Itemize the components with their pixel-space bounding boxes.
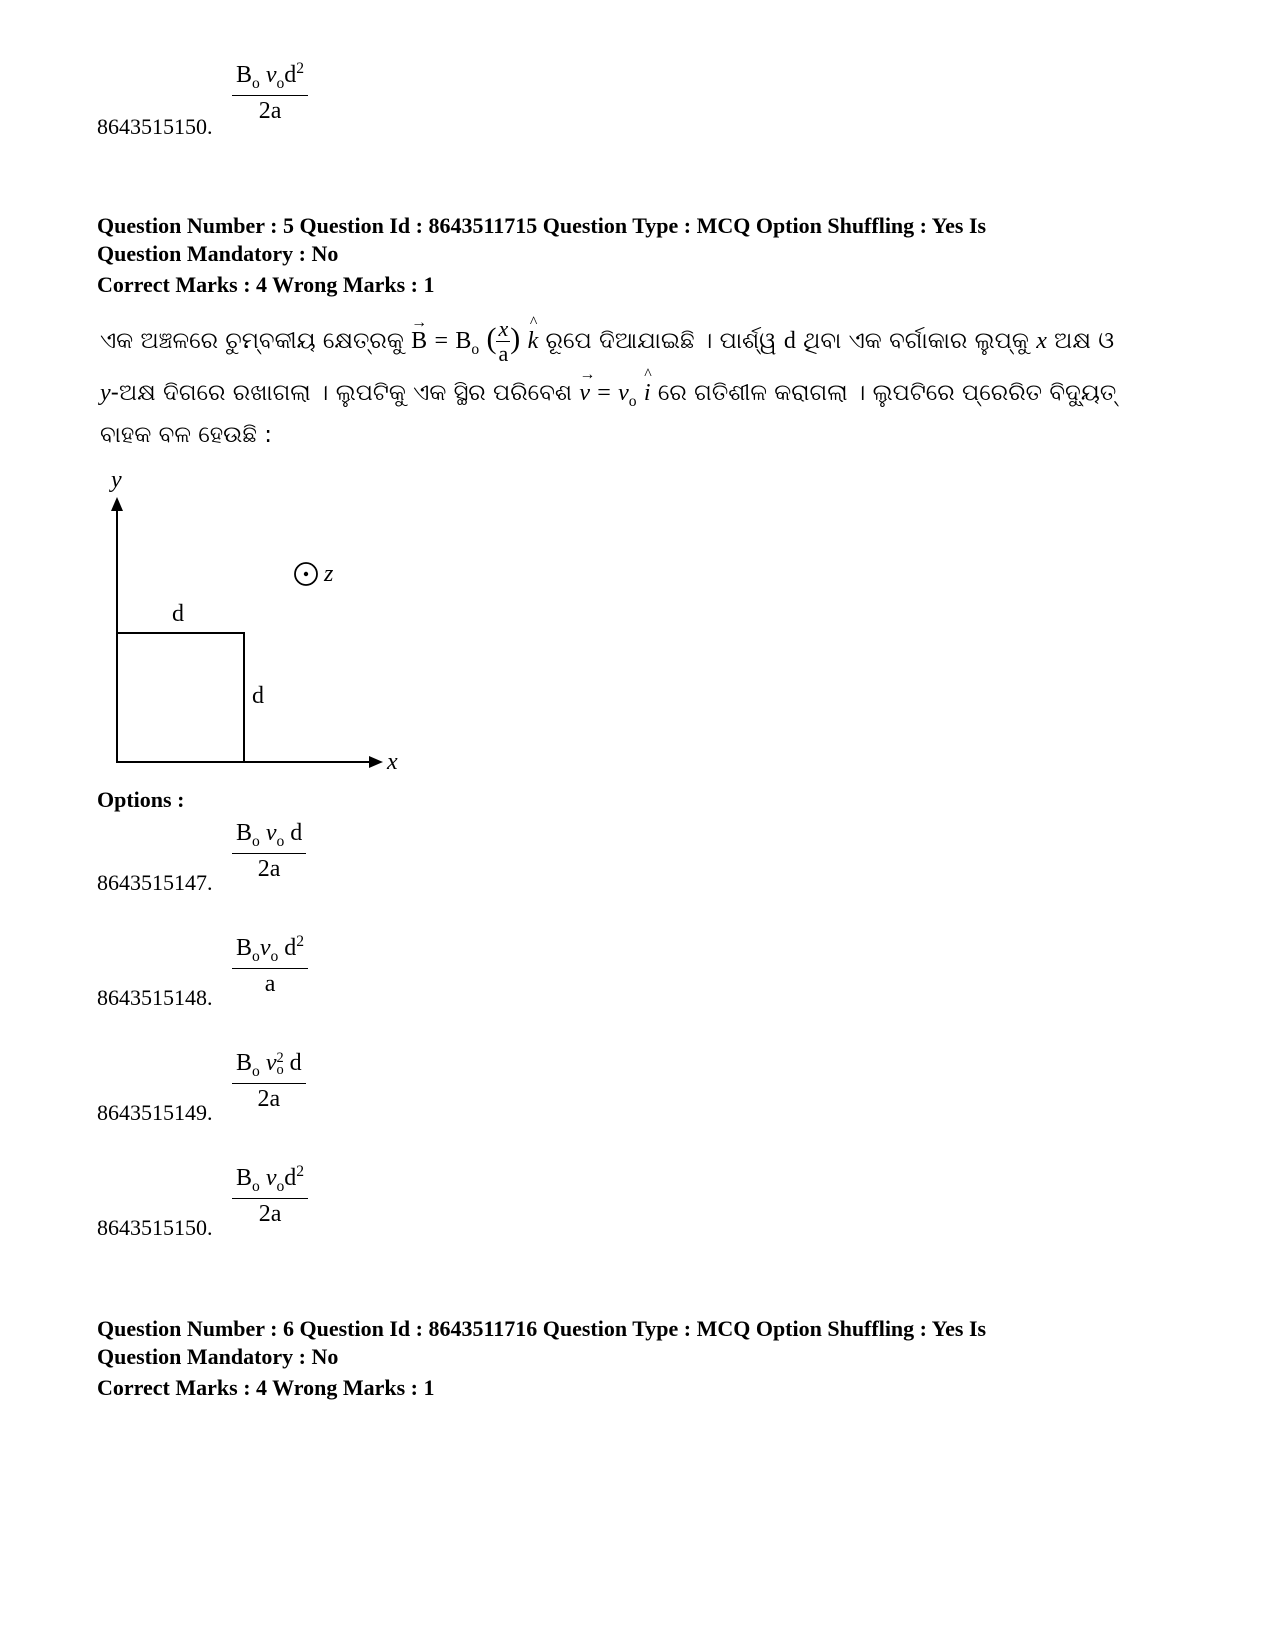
option-2-fraction: $B_ov_o$ $d^2$ a xyxy=(232,933,308,998)
question-text-line1: ଏକ ଅଞ୍ଚଳରେ ଚୁମ୍ବକୀୟ କ୍ଷେତ୍ରକୁ → $B = B_o$ ( $\frac{x}{a}$ ) ^ k ରୂପେ ଦିଆଯାଇଛି । ପାର୍ଶ୍ୱ d ଥିବା ଏକ ବର୍ଗାକାର ଲୁପ୍‌କୁ x ଅକ୍ଷ ଓ xyxy=(100,314,1115,366)
option-1-id[interactable]: 8643515147. xyxy=(97,870,213,895)
y-axis-label: y xyxy=(111,467,122,493)
options-label: Options : xyxy=(97,787,185,812)
top-option-id: 8643515150. xyxy=(97,114,213,139)
side-label-right: d xyxy=(252,683,264,709)
next-question-marks: Correct Marks : 4 Wrong Marks : 1 xyxy=(97,1375,435,1400)
fraction-denominator: 2a xyxy=(258,97,282,124)
z-axis-label: z xyxy=(324,561,334,587)
question-text-line3: ବାହକ ବଳ ହେଉଛି : xyxy=(100,422,272,448)
out-of-page-dot xyxy=(304,572,308,576)
question-text-line2: y-ଅକ୍ଷ ଦିଗରେ ରଖାଗଲା । ଲୁପଟିକୁ ଏକ ସ୍ଥିର ପରିବେଶ → $v = v_o$ ^ i ରେ ଗତିଶୀଳ କରାଗଲା । ଲୁପଟିରେ ପ୍ରେରିତ ବିଦ୍ୟୁତ୍ xyxy=(100,366,1117,410)
option-4-fraction: $B_o$ $v_od^2$ 2a xyxy=(232,1163,308,1228)
top-option-fraction xyxy=(232,60,308,125)
x-axis-arrow-icon xyxy=(369,756,383,768)
y-axis-arrow-icon xyxy=(111,497,123,511)
option-2-id[interactable]: 8643515148. xyxy=(97,985,213,1010)
side-label-top: d xyxy=(172,601,184,627)
loop-diagram xyxy=(95,465,415,785)
question-marks: Correct Marks : 4 Wrong Marks : 1 xyxy=(97,272,435,297)
option-4-id[interactable]: 8643515150. xyxy=(97,1215,213,1240)
question-header: Question Number : 5 Question Id : 8643511715 Question Type : MCQ Option Shuffling : Yes Is Question Mandatory : No xyxy=(97,213,987,266)
x-axis-label: x xyxy=(387,749,398,775)
next-question-header: Question Number : 6 Question Id : 8643511716 Question Type : MCQ Option Shuffling : Yes Is Question Mandatory : No xyxy=(97,1316,987,1369)
option-1-fraction: $\frac{B_o v_o d}{2a}$ xyxy=(232,820,306,883)
square-loop xyxy=(117,633,244,762)
option-3-id[interactable]: 8643515149. xyxy=(97,1100,213,1125)
option-3-fraction: $B_o$ v 2 o d 2a xyxy=(232,1050,306,1113)
fraction-numerator: $B_o$ $v_od^2$ xyxy=(232,60,308,96)
